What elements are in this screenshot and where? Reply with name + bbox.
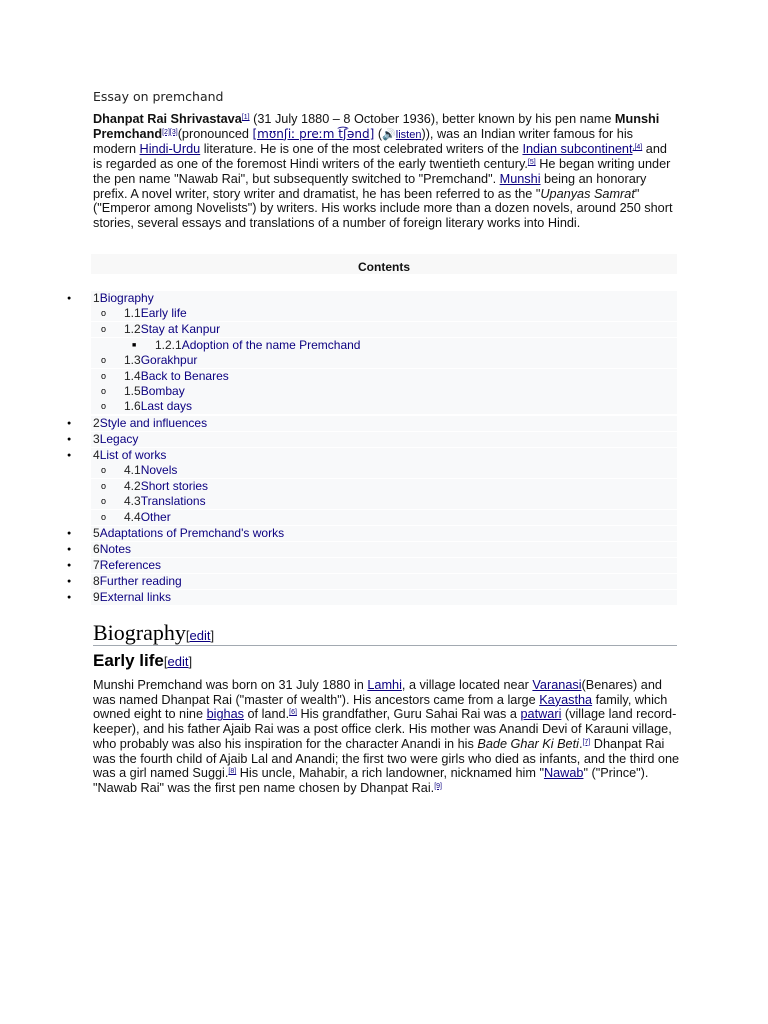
body-text: , a village located near bbox=[401, 678, 533, 692]
bullet-icon: ● bbox=[67, 562, 72, 569]
contents-heading: Contents bbox=[91, 254, 677, 274]
nawab-link[interactable]: Nawab bbox=[543, 766, 584, 781]
toc-number: 9 bbox=[93, 590, 100, 604]
toc-link[interactable]: Back to Benares bbox=[140, 369, 229, 383]
toc-entry[interactable] bbox=[67, 558, 677, 573]
toc-number: 1.6 bbox=[124, 399, 141, 413]
toc-entry-label[interactable] bbox=[124, 353, 197, 368]
toc-link[interactable]: Stay at Kanpur bbox=[140, 322, 221, 336]
toc-number: 4.3 bbox=[124, 494, 141, 508]
bullet-icon: o bbox=[101, 355, 107, 365]
toc-link[interactable]: Short stories bbox=[140, 479, 209, 493]
toc-number: 1.3 bbox=[124, 353, 141, 367]
toc-entry-label[interactable] bbox=[124, 494, 206, 509]
bullet-icon: o bbox=[101, 324, 107, 334]
toc-number: 4.4 bbox=[124, 510, 141, 524]
body-text: (Benares) and was named Dhanpat Rai ("master of wealth"). His ancestors came from a large bbox=[93, 678, 662, 707]
biography-title: Biography bbox=[93, 620, 186, 645]
intro-text: (pronounced bbox=[177, 126, 253, 141]
toc-number: 8 bbox=[93, 574, 100, 588]
lamhi-link[interactable]: Lamhi bbox=[367, 678, 402, 692]
body-text: His uncle, Mahabir, a rich landowner, nicknamed him " bbox=[236, 766, 544, 781]
citation-link[interactable]: [8] bbox=[228, 768, 237, 776]
toc-entry-label[interactable] bbox=[93, 574, 182, 589]
body-text: His grandfather, Guru Sahai Rai was a bbox=[296, 707, 521, 722]
bullet-icon: ● bbox=[67, 546, 72, 553]
ipa-pronunciation-link[interactable]: [mʊnʃiː preːm t͡ʃənd] bbox=[252, 126, 375, 141]
intro-text: being an honorary prefix. A novel writer, story writer and dramatist, he has been referred to as the " bbox=[93, 171, 647, 201]
toc-link[interactable]: References bbox=[99, 558, 162, 572]
citation-link[interactable]: [9] bbox=[434, 782, 442, 790]
toc-entry-label[interactable] bbox=[93, 558, 161, 573]
citation-link[interactable]: [7] bbox=[582, 738, 591, 746]
toc-entry[interactable] bbox=[91, 353, 677, 368]
edit-bracket: [ bbox=[185, 628, 190, 643]
bighas-link[interactable]: bighas bbox=[206, 707, 244, 722]
toc-link[interactable]: Style and influences bbox=[99, 416, 208, 430]
toc-link[interactable]: Further reading bbox=[99, 574, 182, 588]
bullet-icon: ● bbox=[67, 530, 72, 537]
bullet-icon: ● bbox=[67, 594, 72, 601]
toc-entry[interactable] bbox=[91, 306, 677, 321]
varanasi-link[interactable]: Varanasi bbox=[532, 678, 582, 692]
munshi-link[interactable]: Munshi bbox=[499, 171, 541, 186]
body-text: of land. bbox=[243, 707, 290, 722]
biography-edit-link[interactable]: edit bbox=[189, 628, 211, 643]
upanyas-samrat: Upanyas Samrat bbox=[540, 186, 635, 201]
bullet-icon: o bbox=[101, 496, 107, 506]
toc-entry[interactable] bbox=[91, 338, 677, 353]
body-text: (village land record-keeper), and his father Ajaib Rai was a post office clerk. His mother was Anandi Devi of Karauni village, who probably was also his inspiration for the character Anandi in his bbox=[93, 707, 677, 751]
listen-link[interactable]: listen bbox=[395, 128, 422, 141]
toc-number: 3 bbox=[93, 432, 100, 446]
document-title: Essay on premchand bbox=[93, 89, 224, 104]
toc-link[interactable]: Translations bbox=[140, 494, 206, 508]
toc-link[interactable]: Legacy bbox=[99, 432, 139, 446]
edit-bracket: [ bbox=[163, 654, 168, 669]
indian-subcontinent-link[interactable]: Indian subcontinent bbox=[522, 142, 633, 157]
toc-entry-label[interactable] bbox=[93, 416, 207, 431]
toc-number: 1.2.1 bbox=[155, 338, 182, 352]
toc-number: 5 bbox=[93, 526, 100, 540]
toc-entry-label[interactable] bbox=[93, 291, 154, 306]
toc-link[interactable]: Gorakhpur bbox=[140, 353, 198, 367]
toc-entry-label[interactable] bbox=[93, 542, 131, 557]
toc-number: 2 bbox=[93, 416, 100, 430]
toc-entry-label[interactable] bbox=[93, 448, 166, 463]
toc-entry-label[interactable] bbox=[124, 463, 177, 478]
toc-entry[interactable] bbox=[91, 384, 677, 399]
intro-text: literature. He is one of the most celebrated writers of the bbox=[200, 142, 523, 157]
intro-text: He began writing under the pen name "Nawab Rai", but subsequently switched to "Premchand". bbox=[93, 157, 671, 186]
intro-text: (31 July 1880 – 8 October 1936), better known by his pen name bbox=[249, 112, 615, 126]
toc-entry-label[interactable] bbox=[124, 306, 187, 321]
toc-entry-label[interactable] bbox=[155, 338, 360, 353]
toc-entry[interactable] bbox=[67, 448, 677, 463]
citation-link[interactable]: [6] bbox=[289, 709, 297, 717]
bullet-icon: o bbox=[101, 512, 107, 522]
biography-heading bbox=[93, 619, 677, 646]
subject-name: Dhanpat Rai Shrivastava bbox=[93, 112, 242, 126]
toc-link[interactable]: Other bbox=[140, 510, 171, 524]
toc-entry-label[interactable] bbox=[124, 479, 208, 494]
bullet-icon: ● bbox=[67, 436, 72, 443]
toc-number: 4.2 bbox=[124, 479, 141, 493]
pen-name: Munshi Premchand bbox=[93, 112, 660, 141]
toc-number: 4 bbox=[93, 448, 100, 462]
toc-entry[interactable] bbox=[91, 463, 677, 478]
body-text: family, which owned eight to nine bbox=[93, 692, 668, 722]
toc-entry[interactable] bbox=[91, 510, 677, 525]
toc-number: 1.1 bbox=[124, 306, 141, 320]
bullet-icon: o bbox=[101, 386, 107, 396]
speaker-icon[interactable]: 🔊 bbox=[382, 128, 396, 141]
toc-link[interactable]: Novels bbox=[140, 463, 178, 477]
intro-text: " ("Emperor among Novelists") by writers. His works include more than a dozen novels, around 250 short stories, several essays and translations of a number of foreign literary works into Hindi. bbox=[93, 186, 673, 230]
bullet-icon: ● bbox=[67, 452, 72, 459]
toc-link[interactable]: Early life bbox=[140, 306, 187, 320]
toc-entry-label[interactable] bbox=[124, 369, 229, 384]
bullet-icon: ● bbox=[67, 578, 72, 585]
toc-entry-label[interactable] bbox=[93, 590, 171, 605]
body-text: " ("Prince"). "Nawab Rai" was the first pen name chosen by Dhanpat Rai. bbox=[93, 766, 649, 795]
body-text: Munshi Premchand was born on 31 July 1880 in bbox=[93, 678, 368, 692]
bullet-icon: o bbox=[101, 371, 107, 381]
toc-link[interactable]: Biography bbox=[99, 291, 154, 305]
toc-number: 1.5 bbox=[124, 384, 141, 398]
citation-link[interactable]: [1] bbox=[241, 114, 250, 121]
bullet-icon: o bbox=[101, 481, 107, 491]
toc-entry-label[interactable] bbox=[124, 322, 220, 337]
citation-link[interactable]: [5] bbox=[527, 159, 536, 167]
toc-entry-label[interactable] bbox=[93, 432, 138, 447]
toc-number: 4.1 bbox=[124, 463, 141, 477]
kayastha-link[interactable]: Kayastha bbox=[539, 692, 593, 707]
toc-link[interactable]: External links bbox=[99, 590, 172, 604]
toc-number: 1 bbox=[93, 291, 100, 305]
toc-entry-label[interactable] bbox=[124, 384, 185, 399]
toc-entry[interactable] bbox=[67, 291, 677, 306]
toc-entry[interactable] bbox=[67, 432, 677, 447]
toc-entry-label[interactable] bbox=[93, 526, 284, 541]
intro-paragraph bbox=[93, 112, 673, 231]
citation-link[interactable]: [2][3] bbox=[162, 128, 178, 136]
toc-entry-label[interactable] bbox=[124, 510, 171, 525]
toc-link[interactable]: Adaptations of Premchand's works bbox=[99, 526, 285, 540]
toc-entry[interactable] bbox=[67, 526, 677, 541]
toc-number: 7 bbox=[93, 558, 100, 572]
intro-text: )), was an Indian writer famous for his modern bbox=[93, 126, 634, 157]
early-life-paragraph bbox=[93, 678, 681, 796]
toc-link[interactable]: Adoption of the name Premchand bbox=[181, 338, 361, 352]
toc-entry[interactable] bbox=[91, 369, 677, 384]
early-life-edit-link[interactable]: edit bbox=[167, 654, 189, 669]
toc-entry[interactable] bbox=[67, 416, 677, 431]
toc-entry[interactable] bbox=[91, 494, 677, 509]
toc-entry[interactable] bbox=[91, 322, 677, 337]
intro-text: ( bbox=[374, 126, 383, 141]
bade-ghar-ki-beti: Bade Ghar Ki Beti bbox=[477, 736, 579, 751]
early-life-heading bbox=[93, 650, 192, 673]
bullet-icon: o bbox=[101, 308, 107, 318]
hindi-urdu-link[interactable]: Hindi-Urdu bbox=[139, 142, 201, 157]
toc-entry[interactable] bbox=[67, 574, 677, 589]
toc-link[interactable]: Notes bbox=[99, 542, 132, 556]
toc-link[interactable]: List of works bbox=[99, 448, 167, 462]
toc-entry[interactable] bbox=[91, 399, 677, 414]
toc-entry[interactable] bbox=[67, 542, 677, 557]
bullet-icon: o bbox=[101, 465, 107, 475]
intro-text: and is regarded as one of the foremost Hindi writers of the early twentieth century. bbox=[93, 142, 667, 172]
bullet-icon: ● bbox=[67, 295, 72, 302]
toc-number: 1.2 bbox=[124, 322, 141, 336]
toc-number: 1.4 bbox=[124, 369, 141, 383]
bullet-icon: ● bbox=[67, 420, 72, 427]
bullet-icon: ■ bbox=[132, 342, 137, 349]
edit-bracket: ] bbox=[210, 628, 215, 643]
bullet-icon: o bbox=[101, 401, 107, 411]
toc-entry[interactable] bbox=[91, 479, 677, 494]
patwari-link[interactable]: patwari bbox=[520, 707, 562, 722]
body-text: . bbox=[578, 736, 583, 751]
toc-entry[interactable] bbox=[67, 590, 677, 605]
toc-link[interactable]: Last days bbox=[140, 399, 193, 413]
toc-number: 6 bbox=[93, 542, 100, 556]
citation-link[interactable]: ,[4] bbox=[632, 144, 643, 152]
body-text: Dhanpat Rai was the fourth child of Ajaib Lal and Anandi; the first two were girls who died as infants, and the third one was a girl named Suggi. bbox=[93, 736, 680, 781]
early-life-title: Early life bbox=[93, 651, 164, 670]
toc-link[interactable]: Bombay bbox=[140, 384, 185, 398]
edit-bracket: ] bbox=[188, 654, 193, 669]
toc-entry-label[interactable] bbox=[124, 399, 192, 414]
